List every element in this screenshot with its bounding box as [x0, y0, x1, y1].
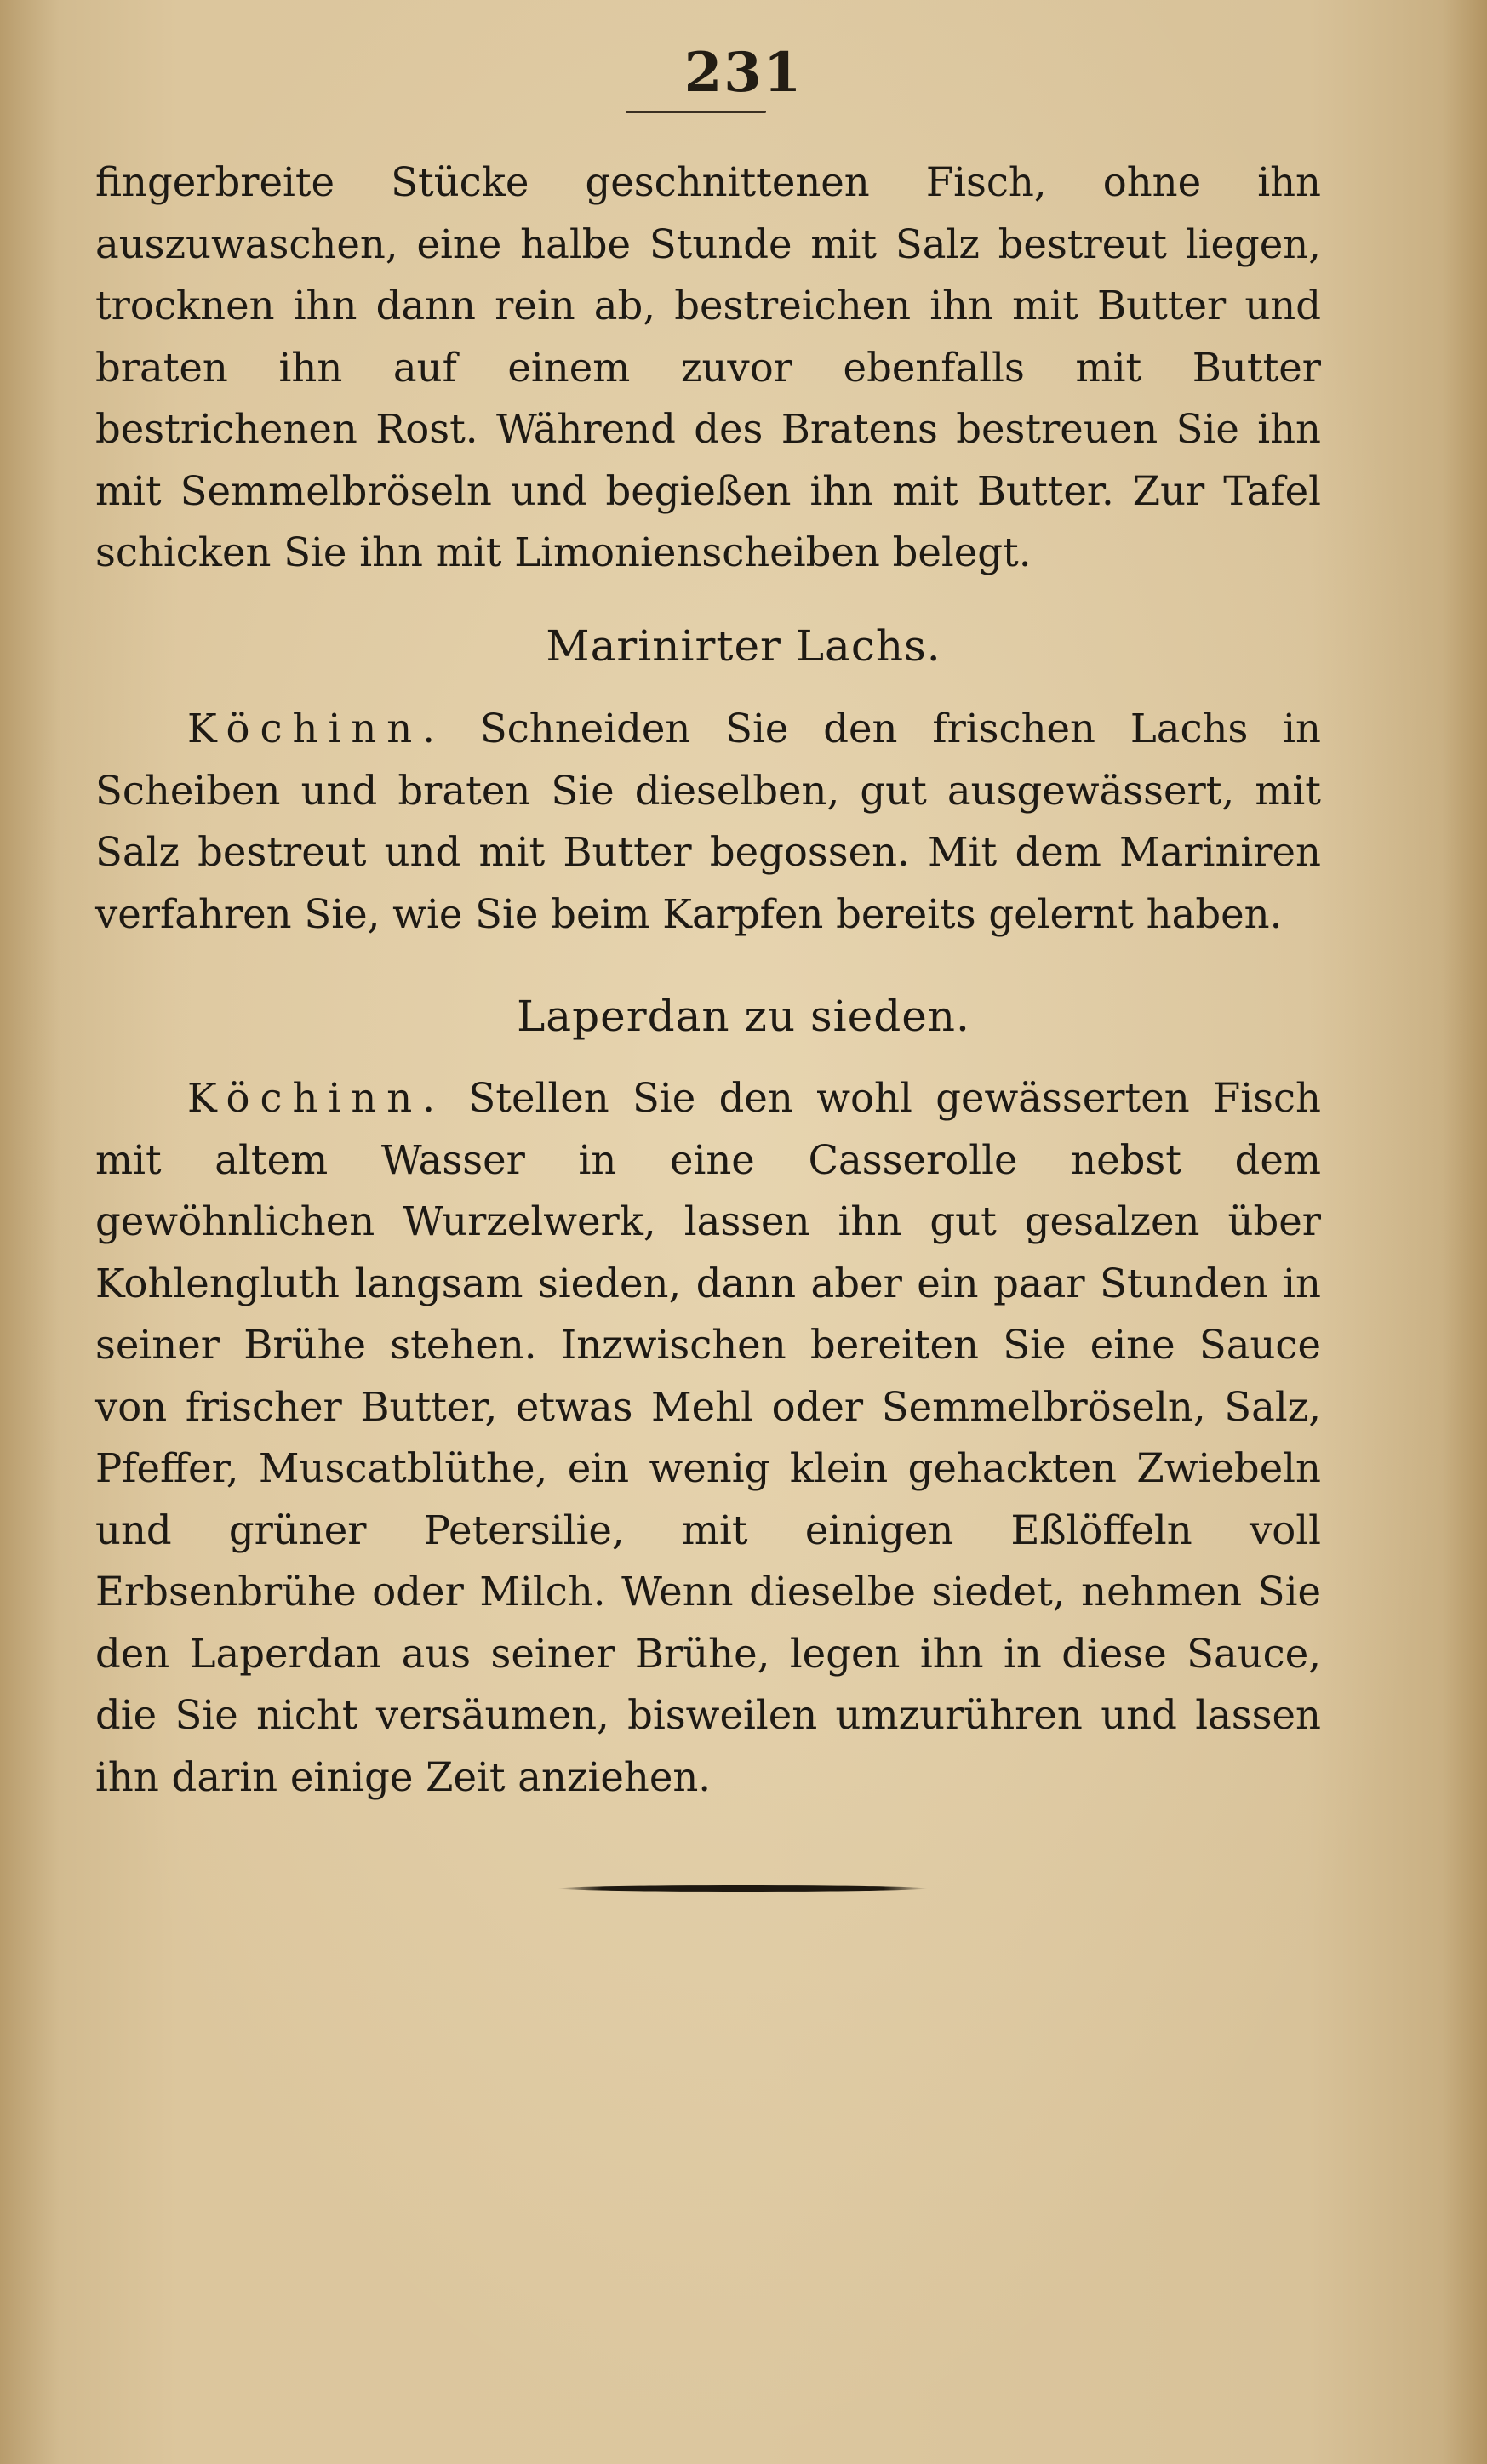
paragraph-text: fingerbreite Stücke geschnittenen Fisch, ohne ihn auszuwaschen, eine halbe Stunde mit Salz bestreut liegen, trocknen ihn dann rein ab, bestreichen ihn mit Butter und braten ihn auf einem zuvor ebenfalls mit Butter bestrichenen Rost. Während des Bratens bestreuen Sie ihn mit Semmelbröseln und begießen ihn mit Butter. Zur Tafel schicken Sie ihn mit Limonienscheiben belegt.	[95, 159, 1321, 575]
recipe-body: Stellen Sie den wohl gewässerten Fisch mit altem Wasser in eine Casserolle nebst dem gewöhnlichen Wurzelwerk, lassen ihn gut gesalzen über Kohlengluth langsam sieden, dann aber ein paar Stunden in seiner Brühe stehen. Inzwischen bereiten Sie eine Sauce von frischer Butter, etwas Mehl oder Semmelbröseln, Salz, Pfeffer, Muscatblüthe, ein wenig klein gehackten Zwiebeln und grüner Petersilie, mit einigen Eßlöffeln voll Erbsenbrühe oder Milch. Wenn dieselbe siedet, nehmen Sie den Laperdan aus seiner Brühe, legen ihn in diese Sauce, die Sie nicht versäumen, bisweilen umzurühren und lassen ihn darin einige Zeit anziehen.	[95, 1075, 1322, 1800]
section-heading: Marinirter Lachs.	[546, 621, 941, 671]
page-number: 231	[683, 41, 804, 105]
speaker-label: Köchinn.	[187, 1075, 446, 1121]
recipe-paragraph	[95, 1067, 1321, 1808]
recipe-text	[95, 1067, 1321, 1808]
section-heading: Laperdan zu sieden.	[517, 992, 970, 1041]
recipe-text	[95, 698, 1321, 945]
header-rule	[626, 111, 766, 113]
recipe-paragraph	[95, 698, 1321, 945]
paragraph-continued	[95, 151, 1321, 584]
speaker-label: Köchinn.	[187, 706, 446, 752]
section-end-rule	[558, 1885, 928, 1892]
recipe-body: Schneiden Sie den frischen Lachs in Scheiben und braten Sie dieselben, gut ausgewässert, mit Salz bestreut und mit Butter begossen. Mit dem Mariniren verfahren Sie, wie Sie beim Karpfen bereits gelernt haben.	[95, 706, 1321, 937]
